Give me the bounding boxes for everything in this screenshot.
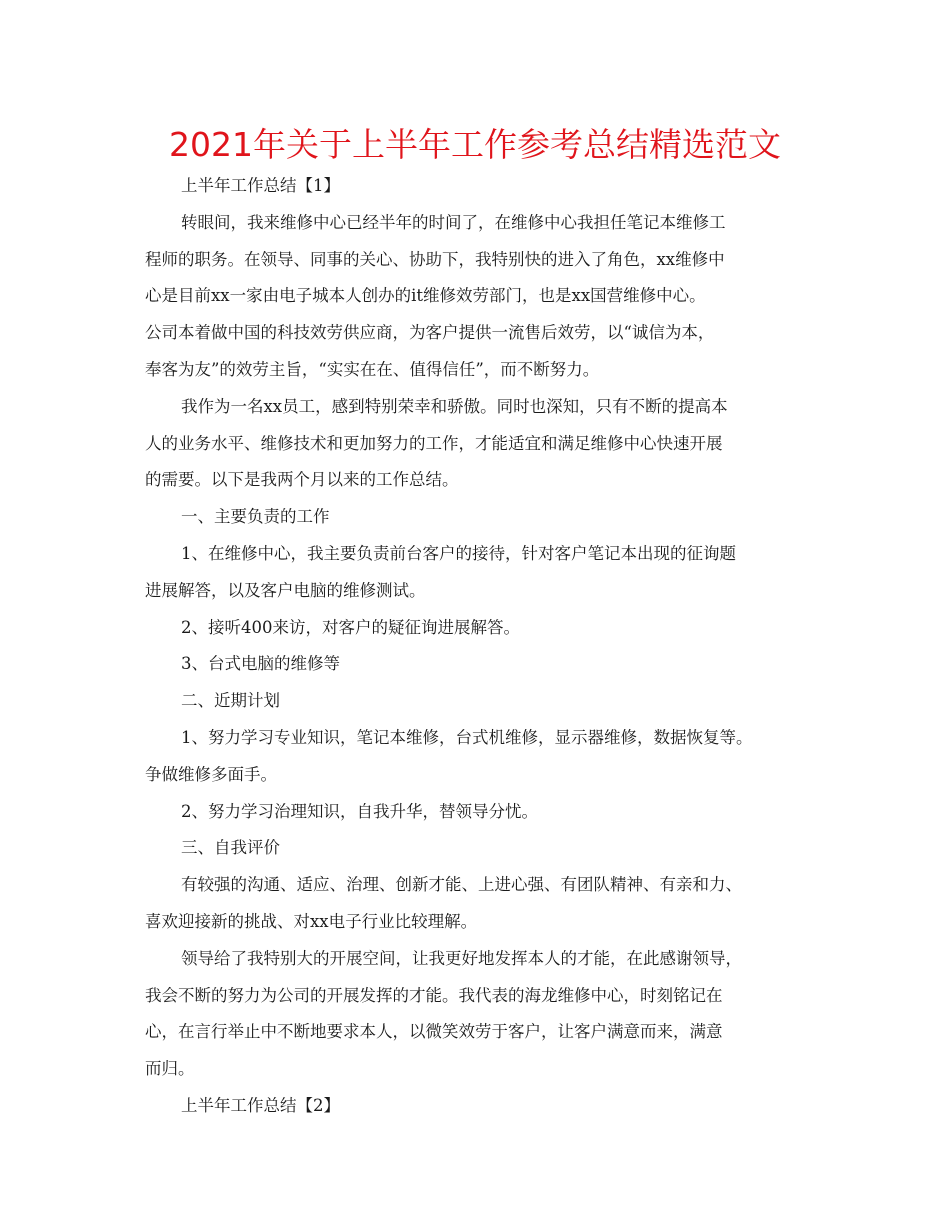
text-line: 3、台式电脑的维修等 — [181, 654, 340, 674]
text-line: 进展解答，以及客户电脑的维修测试。 — [145, 580, 426, 600]
document-title: 2021年关于上半年工作参考总结精选范文 — [169, 125, 781, 164]
text-line: 而归。 — [145, 1059, 195, 1079]
text-line: 1、在维修中心，我主要负责前台客户的接待，针对客户笔记本出现的征询题 — [181, 543, 736, 563]
text-line: 2、努力学习治理知识，自我升华，替领导分忧。 — [181, 801, 538, 821]
text-line: 转眼间，我来维修中心已经半年的时间了，在维修中心我担任笔记本维修工 — [181, 212, 726, 232]
text-line: 奉客为友”的效劳主旨，“实实在在、值得信任”，而不断努力。 — [145, 359, 600, 379]
text-line: 程师的职务。在领导、同事的关心、协助下，我特别快的进入了角色，xx维修中 — [145, 249, 725, 269]
text-line: 有较强的沟通、适应、治理、创新才能、上进心强、有团队精神、有亲和力、 — [181, 875, 742, 895]
text-line: 的需要。以下是我两个月以来的工作总结。 — [145, 470, 459, 490]
text-line: 上半年工作总结【2】 — [181, 1095, 340, 1115]
text-line: 争做维修多面手。 — [145, 764, 277, 784]
text-line: 一、主要负责的工作 — [181, 507, 330, 527]
text-line: 2、接听400来访，对客户的疑征询进展解答。 — [181, 617, 520, 637]
text-line: 喜欢迎接新的挑战、对xx电子行业比较理解。 — [145, 911, 478, 931]
text-line: 二、近期计划 — [181, 691, 280, 711]
text-line: 上半年工作总结【1】 — [181, 176, 340, 195]
text-line: 心，在言行举止中不断地要求本人，以微笑效劳于客户，让客户满意而来，满意 — [145, 1022, 723, 1042]
text-line: 公司本着做中国的科技效劳供应商，为客户提供一流售后效劳，以“诚信为本， — [145, 323, 715, 343]
text-line: 我会不断的努力为公司的开展发挥的才能。我代表的海龙维修中心，时刻铭记在 — [145, 985, 723, 1005]
text-line: 人的业务水平、维修技术和更加努力的工作，才能适宜和满足维修中心快速开展 — [145, 433, 723, 453]
text-line: 领导给了我特别大的开展空间，让我更好地发挥本人的才能，在此感谢领导， — [181, 948, 742, 968]
text-line: 我作为一名xx员工，感到特别荣幸和骄傲。同时也深知，只有不断的提高本 — [181, 396, 728, 416]
text-line: 1、努力学习专业知识，笔记本维修，台式机维修，显示器维修，数据恢复等。 — [181, 727, 753, 747]
document-body — [145, 168, 813, 1125]
text-line: 心是目前xx一家由电子城本人创办的it维修效劳部门，也是xx国营维修中心。 — [145, 286, 706, 306]
text-line: 三、自我评价 — [181, 838, 280, 858]
